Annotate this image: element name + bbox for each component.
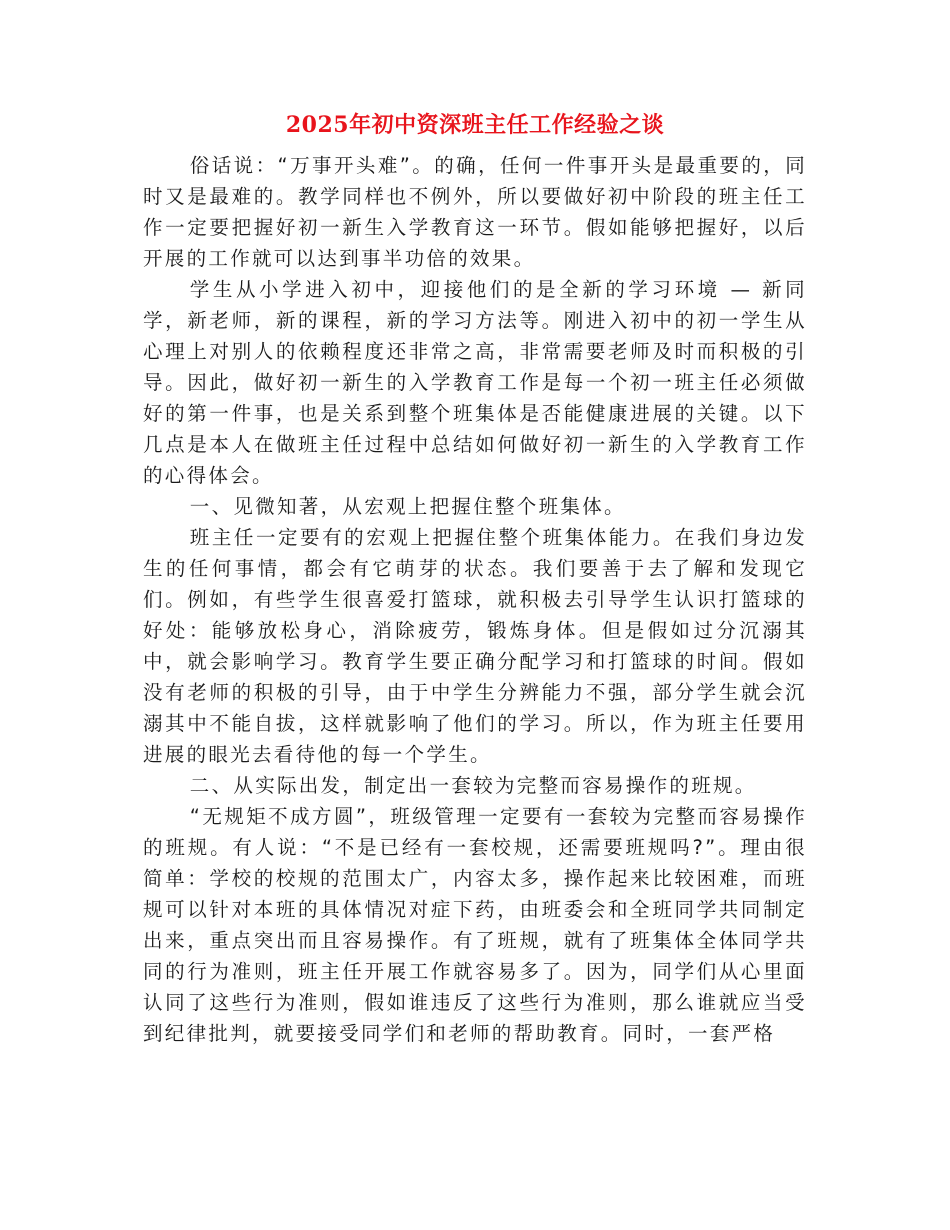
paragraph-new-environment: 学生从小学进入初中，迎接他们的是全新的学习环境 — 新同学，新老师，新的课程，新的学习方法等。刚进入初中的初一学生从心理上对别人的依赖程度还非常之高，非常需要老师及时而积极的引导。因此，做好初一新生的入学教育工作是每一个初一班主任必须做好的第一件事，也是关系到整个班集体是否能健康进展的关键。以下几点是本人在做班主任过程中总结如何做好初一新生的入学教育工作的心得体会。 [143, 278, 807, 487]
paragraph-section-2: “无规矩不成方圆”，班级管理一定要有一套较为完整而容易操作的班规。有人说：“不是已经有一套校规，还需要班规吗?”。理由很简单：学校的校规的范围太广，内容太多，操作起来比较困难，而班规可以针对本班的具体情况对症下药，由班委会和全班同学共同制定出来，重点突出而且容易操作。有了班规，就有了班集体全体同学共同的行为准则，班主任开展工作就容易多了。因为，同学们从心里面认同了这些行为准则，假如谁违反了这些行为准则，那么谁就应当受到纪律批判，就要接受同学们和老师的帮助教育。同时，一套严格 [143, 805, 807, 1045]
section-heading-2: 二、从实际出发，制定出一套较为完整而容易操作的班规。 [189, 774, 757, 797]
paragraph-intro: 俗话说：“万事开头难”。的确，任何一件事开头是最重要的，同时又是最难的。教学同样也不例外，所以要做好初中阶段的班主任工作一定要把握好初一新生入学教育这一环节。假如能够把握好，以后开展的工作就可以达到事半功倍的效果。 [143, 154, 807, 270]
section-heading-1: 一、见微知著，从宏观上把握住整个班集体。 [189, 495, 626, 518]
paragraph-section-1: 班主任一定要有的宏观上把握住整个班集体能力。在我们身边发生的任何事情，都会有它萌芽的状态。我们要善于去了解和发现它们。例如，有些学生很喜爱打篮球，就积极去引导学生认识打篮球的好处：能够放松身心，消除疲劳，锻炼身体。但是假如过分沉溺其中，就会影响学习。教育学生要正确分配学习和打篮球的时间。假如没有老师的积极的引导，由于中学生分辨能力不强，部分学生就会沉溺其中不能自拔，这样就影响了他们的学习。所以，作为班主任要用进展的眼光去看待他的每一个学生。 [143, 526, 807, 766]
document-title: 2025年初中资深班主任工作经验之谈 [285, 112, 665, 138]
document-body [143, 150, 807, 1049]
